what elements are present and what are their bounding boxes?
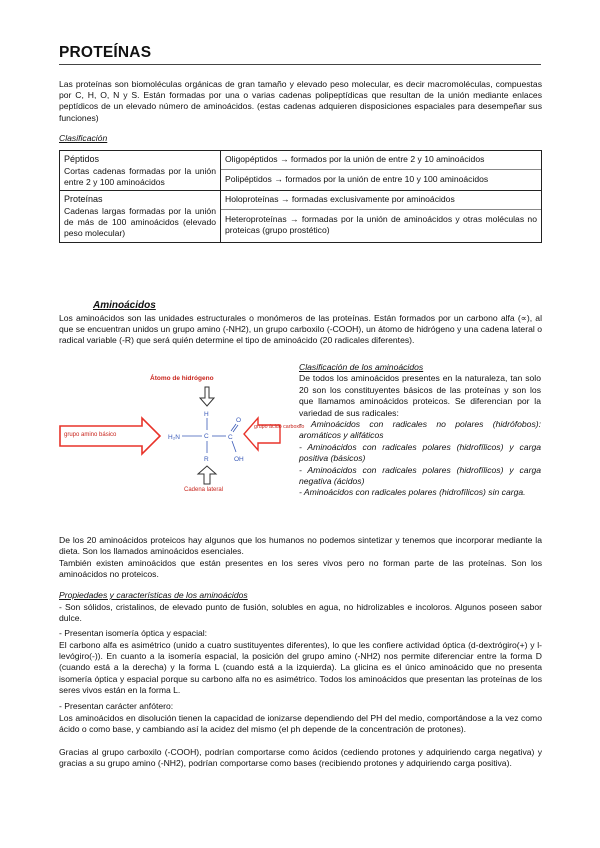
list-item: - Aminoácidos con radicales polares (hidrofílicos) y carga negativa (ácidos) [299, 464, 541, 487]
lateral-chain-arrow [198, 466, 216, 484]
amphoteric-paragraph-2: Gracias al grupo carboxilo (-COOH), podrían comportarse como ácidos (cediendo protones y adquiriendo carga negativa) y gracias a su grupo amino (-NH2), podrían comportarse como bases (recibiendo protones y adquiriendo carga positiva). [59, 747, 542, 769]
peptides-subtypes-cell [221, 151, 542, 191]
page-title: PROTEÍNAS [59, 44, 152, 61]
non-protein-paragraph: También existen aminoácidos que están presentes en los seres vivos pero no forman parte de las proteínas. Son los aminoácidos no proteicos. [59, 558, 542, 580]
table-row [60, 191, 542, 242]
table-row [60, 151, 542, 191]
atom-oh: OH [234, 456, 244, 463]
atom-r: R [204, 456, 209, 463]
holoproteins-text: Holoproteínas → formadas exclusivamente por aminoácidos [225, 194, 455, 205]
oligopeptides-text: Oligopéptidos → formados por la unión de entre 2 y 10 aminoácidos [225, 154, 485, 164]
peptides-cell [60, 151, 221, 191]
hydrogen-label: Átomo de hidrógeno [150, 375, 214, 382]
acid-group-label: grupo ácido carboxilo [254, 424, 305, 430]
atom-h: H [204, 411, 209, 418]
properties-solids: - Son sólidos, cristalinos, de elevado punto de fusión, solubles en agua, no hidrolizables e incoloros. Algunos poseen sabor dulce. [59, 602, 542, 624]
aminoacid-structure-diagram [58, 372, 305, 493]
amino-group-label-text: grupo amino básico [64, 432, 117, 438]
lateral-chain-label: Cadena lateral [184, 487, 224, 493]
aminoacids-heading: Aminoácidos [93, 300, 156, 311]
list-item: - Aminoácidos con radicales polares (hidrofílicos) sin carga. [299, 487, 526, 498]
aminoacid-classification-intro: De todos los aminoácidos presentes en la naturaleza, tan solo 20 son los constituyentes básicos de las proteínas y son los que llamamos aminoácidos proteicos. Se diferencian por la variedad de sus radicales: [299, 373, 541, 418]
atom-carboxyl-c: C [228, 434, 233, 441]
essential-paragraph: De los 20 aminoácidos proteicos hay algunos que los humanos no podemos sintetizar y tenemos que incorporar mediante la dieta. Son los llamados aminoácidos esenciales. [59, 535, 542, 557]
heteroproteins-text: Heteroproteínas → formadas por la unión de aminoácidos y otras moléculas no proteicas (grupo prostético) [225, 214, 537, 235]
properties-heading: Propiedades y características de los aminoácidos [59, 590, 248, 600]
atom-o: O [236, 417, 242, 424]
atom-c-alpha: C [204, 433, 209, 440]
aminoacids-intro: Los aminoácidos son las unidades estructurales o monómeros de las proteínas. Están formados por un carbono alfa (∝), al que se encuentran unidos un grupo amino (-NH2), un grupo carboxilo (-COOH), un átomo de hidrógeno y una cadena lateral o radical variable (-R) que será quién determine el tipo de aminoácido (20 radicales diferentes). [59, 313, 542, 346]
proteins-cell [60, 191, 221, 242]
subtype-divider [221, 209, 541, 210]
amphoteric-paragraph-1: Los aminoácidos en disolución tienen la capacidad de ionizarse dependiendo del PH del medio, comportándose a la vez como ácido o como base, y cambiando así la acidez del mismo (el ph depende de la concentración de protones). [59, 713, 542, 735]
polypeptides-text: Polipéptidos → formados por la unión de entre 10 y 100 aminoácidos [225, 173, 489, 184]
subtype-divider [221, 169, 541, 170]
acid-group-arrow [244, 418, 280, 450]
list-item: - Aminoácidos con radicales polares (hidrofílicos) y carga positiva (básicos) [299, 441, 541, 464]
classification-table [59, 150, 542, 243]
proteins-subtypes-cell [221, 191, 542, 242]
atom-nh2: H₂N [168, 434, 180, 441]
isomer-heading: - Presentan isomería óptica y espacial: [59, 628, 208, 638]
peptides-desc: Cortas cadenas formadas por la unión entre 2 y 100 aminoácidos [64, 165, 216, 187]
peptides-name: Péptidos [64, 154, 100, 164]
hydrogen-arrow [200, 387, 214, 406]
proteins-desc: Cadenas largas formadas por la unión de más de 100 aminoácidos (elevado peso molecular) [64, 206, 216, 238]
amino-group-label [64, 432, 117, 438]
title-divider [59, 64, 541, 65]
classification-label: Clasificación [59, 133, 108, 143]
aminoacid-classification [299, 362, 541, 499]
proteins-name: Proteínas [64, 194, 103, 205]
list-item: - Aminoácidos con radicales no polares (hidrófobos): aromáticos y alifáticos [299, 419, 541, 441]
intro-paragraph: Las proteínas son biomoléculas orgánicas de gran tamaño y elevado peso molecular, es decir macromoléculas, compuestas por C, H, O, N y S. Están formadas por una o varias cadenas polipeptídicas que resultan de la unión mediante enlaces peptídicos de un elevado número de aminoácidos. (estas cadenas adquieren disposiciones espaciales para desempeñar sus funciones) [59, 79, 542, 123]
isomer-paragraph: El carbono alfa es asimétrico (unido a cuatro sustituyentes diferentes), lo que les confiere actividad óptica (d-dextrógiro(+) y l-levógiro(-)). En cuanto a la isomería espacial, la posición del grupo amino (-NH2) nos permite diferenciar entre la forma D (cuando está a la derecha) y la forma L (cuando está a la izquierda). La glicina es el único aminoácido que no presenta isomería óptica y espacial porque su carbono alfa no es asimétrico. Todos los aminoácidos que presentan las proteínas de los seres vivos están en la forma L. [59, 640, 542, 695]
aminoacid-classification-heading: Clasificación de los aminoácidos [299, 362, 424, 372]
amphoteric-heading: - Presentan carácter anfótero: [59, 701, 174, 711]
